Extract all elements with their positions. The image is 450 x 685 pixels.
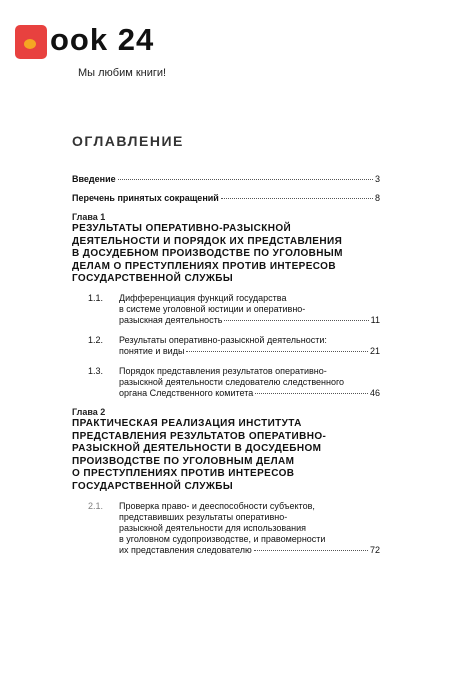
chapter-title-line: ПРЕДСТАВЛЕНИЯ РЕЗУЛЬТАТОВ ОПЕРАТИВНО-: [72, 430, 327, 442]
section-line: их представления следователю: [119, 545, 252, 555]
section-line: Дифференциация функций государства: [119, 293, 287, 303]
section-page: 46: [369, 388, 380, 398]
section-line: разыскной деятельности следователю следственного: [119, 377, 345, 387]
leader-dots: [254, 550, 368, 551]
section-line: в системе уголовной юстиции и оперативно-: [119, 304, 306, 314]
section-number: 1.1.: [88, 293, 104, 303]
logo-text: ook 24: [50, 22, 155, 57]
chapter-title-line: ДЕЯТЕЛЬНОСТИ И ПОРЯДОК ИХ ПРЕДСТАВЛЕНИЯ: [72, 235, 343, 247]
section-line: разыскной деятельности для использования: [119, 523, 306, 533]
toc-entry-page: 8: [374, 193, 380, 203]
section-line: представивших результаты оперативно-: [119, 512, 288, 522]
section-line: разыскная деятельность: [119, 315, 223, 325]
toc-entry-abbreviations[interactable]: [72, 193, 380, 203]
toc-entry-intro[interactable]: [72, 174, 380, 184]
leader-dots: [224, 320, 368, 321]
chapter-title-line: О ПРЕСТУПЛЕНИЯХ ПРОТИВ ИНТЕРЕСОВ: [72, 468, 295, 479]
leader-dots: [221, 198, 373, 199]
section-number: 1.2.: [88, 335, 104, 345]
section-page: 11: [370, 315, 380, 325]
chapter-title-line: В ДОСУДЕБНОМ ПРОИЗВОДСТВЕ ПО УГОЛОВНЫМ: [72, 248, 343, 259]
section-line: органа Следственного комитета: [119, 388, 254, 398]
toc-entry-label: Введение: [72, 174, 116, 184]
toc-entry-label: Перечень принятых сокращений: [72, 193, 219, 203]
chapter-2-title[interactable]: [72, 418, 392, 493]
chapter-title-line: ГОСУДАРСТВЕННОЙ СЛУЖБЫ: [72, 480, 234, 492]
section-page: 72: [369, 545, 380, 555]
section-number: 1.3.: [88, 366, 104, 376]
chapter-1-label: Глава 1: [72, 212, 106, 222]
chapter-title-line: ГОСУДАРСТВЕННОЙ СЛУЖБЫ: [72, 273, 234, 284]
leader-dots: [186, 351, 368, 352]
section-line: Результаты оперативно-разыскной деятельности:: [119, 335, 327, 345]
toc-section-1-1[interactable]: [88, 293, 380, 326]
section-number: 2.1.: [88, 501, 104, 511]
chapter-title-line: ДЕЛАМ О ПРЕСТУПЛЕНИЯХ ПРОТИВ ИНТЕРЕСОВ: [72, 260, 336, 272]
toc-section-2-1[interactable]: [88, 501, 380, 556]
toc-section-1-3[interactable]: [88, 366, 380, 399]
slogan: Мы любим книги!: [78, 67, 167, 79]
book-logo-icon: [15, 25, 47, 59]
section-line: Порядок представления результатов оперативно-: [119, 366, 327, 376]
toc-heading: ОГЛАВЛЕНИЕ: [72, 133, 184, 149]
section-line: в уголовном судопроизводстве, и правомерности: [119, 534, 326, 544]
chapter-title-line: ПРАКТИЧЕСКАЯ РЕАЛИЗАЦИЯ ИНСТИТУТА: [72, 418, 302, 429]
chapter-2-label: Глава 2: [72, 407, 106, 417]
section-line: Проверка право- и дееспособности субъектов,: [119, 501, 315, 511]
leader-dots: [118, 179, 373, 180]
chapter-title-line: ПРОИЗВОДСТВЕ ПО УГОЛОВНЫМ ДЕЛАМ: [72, 455, 295, 467]
chapter-title-line: РЕЗУЛЬТАТЫ ОПЕРАТИВНО-РАЗЫСКНОЙ: [72, 223, 292, 234]
toc-section-1-2[interactable]: [88, 335, 380, 357]
chapter-1-title[interactable]: [72, 223, 392, 286]
leader-dots: [255, 393, 368, 394]
chapter-title-line: РАЗЫСКНОЙ ДЕЯТЕЛЬНОСТИ В ДОСУДЕБНОМ: [72, 443, 322, 454]
toc-entry-page: 3: [374, 174, 380, 184]
section-page: 21: [369, 346, 380, 356]
section-line: понятие и виды: [119, 346, 185, 356]
